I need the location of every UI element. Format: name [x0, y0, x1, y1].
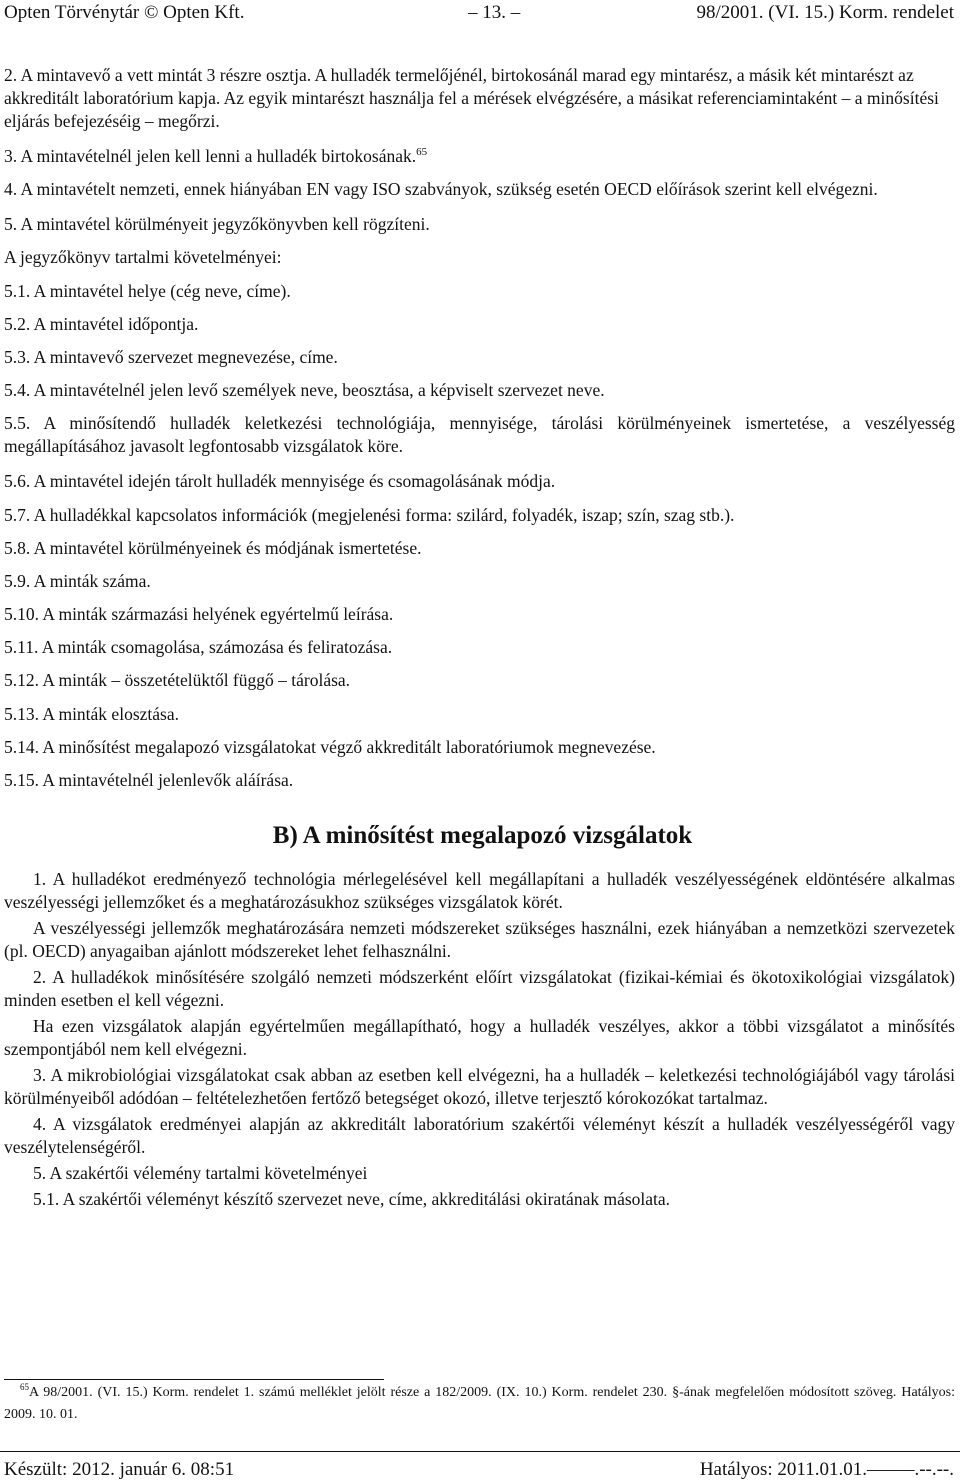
list-item: 5.8. A mintavétel körülményeinek és módjának ismertetése. — [4, 537, 422, 558]
footer-effective-date: Hatályos: 2011.01.01.–––––.--.--. — [699, 1459, 954, 1480]
page-header — [4, 0, 954, 26]
list-item: 5.7. A hulladékkal kapcsolatos információk (megjelenési forma: szilárd, folyadék, iszap; szín, szag stb.). — [4, 504, 735, 525]
paragraph: A veszélyességi jellemzők meghatározására nemzeti módszereket szükséges használni, ezek hiányában a nemzetközi szervezetek (pl. OECD) anyagaiban ajánlott módszereket lehet felhasználni. — [4, 918, 955, 961]
list-item: 5.9. A minták száma. — [4, 570, 151, 591]
footnote-divider — [4, 1379, 384, 1380]
list-item: 5.14. A minősítést megalapozó vizsgálatokat végző akkreditált laboratóriumok megnevezése. — [4, 736, 656, 757]
sampling-section — [4, 64, 955, 792]
header-regulation-id: 98/2001. (VI. 15.) Korm. rendelet — [696, 2, 954, 23]
list-item: 5.10. A minták származási helyének egyértelmű leírása. — [4, 604, 394, 625]
footer-divider — [0, 1451, 960, 1452]
paragraph: 2. A mintavevő a vett mintát 3 részre osztja. A hulladék termelőjénél, birtokosánál marad egy mintarész, a másik két mintarészt az akkreditált laboratórium kapja. Az egyik mintarészt használja fel a mérések elvégzésére, a másikat referenciamintaként – a minősítési eljárás befejezéséig – megőrzi. — [4, 65, 939, 131]
list-item: 5.15. A mintavételnél jelenlevők aláírása. — [4, 770, 294, 790]
list-item: 5.6. A mintavétel idején tárolt hulladék mennyisége és csomagolásának módja. — [4, 471, 556, 492]
paragraph: A jegyzőkönyv tartalmi követelményei: — [4, 247, 282, 268]
footnote-text: A 98/2001. (VI. 15.) Korm. rendelet 1. számú melléklet jelölt része a 182/2009. (IX. 10.) Korm. rendelet 230. §-ának megfelelően módosított szöveg. Hatályos: 2009. 10. 01. — [4, 1385, 955, 1422]
list-item: 5.13. A minták elosztása. — [4, 703, 179, 724]
paragraph: 5.1. A szakértői véleményt készítő szervezet neve, címe, akkreditálási okiratának másolata. — [33, 1189, 671, 1209]
footnote-ref[interactable]: 65 — [416, 146, 428, 158]
paragraph: 4. A vizsgálatok eredményei alapján az akkreditált laboratórium szakértői véleményt készít a hulladék veszélyességéről vagy veszélytelenségéről. — [4, 1114, 955, 1157]
section-heading: B) A minősítést megalapozó vizsgálatok — [272, 822, 693, 849]
document-body — [4, 64, 955, 1214]
paragraph: 3. A mikrobiológiai vizsgálatokat csak abban az esetben kell elvégezni, ha a hulladék – keletkezési technológiájából vagy tárolási körülményeiből adódóan – feltételezhetően fertőző betegséget okozó, illetve terjesztő kórokozókat tartalmaz. — [4, 1065, 955, 1108]
list-item: 5.4. A mintavételnél jelen levő személyek neve, beosztása, a képviselt szervezet neve. — [4, 380, 605, 401]
paragraph: 5. A mintavétel körülményeit jegyzőkönyvben kell rögzíteni. — [4, 214, 430, 235]
testing-section — [4, 868, 955, 1211]
header-page-number: – 13. – — [468, 2, 521, 23]
paragraph: 3. A mintavételnél jelen kell lenni a hulladék birtokosának.$^{65}$ — [4, 146, 428, 166]
paragraph: 2. A hulladékok minősítésére szolgáló nemzeti módszerként előírt vizsgálatokat (fizikai-kémiai és ökotoxikológiai vizsgálatok) minden esetben el kell végezni. — [4, 967, 955, 1010]
list-item: 5.5. A minősítendő hulladék keletkezési technológiája, mennyisége, tárolási körülményeinek ismertetése, a veszélyesség megállapításához javasolt legfontosabb vizsgálatok köre. — [4, 413, 955, 457]
list-item: 5.11. A minták csomagolása, számozása és feliratozása. — [4, 637, 393, 658]
list-item: 5.3. A mintavevő szervezet megnevezése, címe. — [4, 346, 338, 367]
list-item: 5.1. A mintavétel helye (cég neve, címe). — [4, 280, 291, 301]
header-publisher: Opten Törvénytár © Opten Kft. — [4, 2, 245, 23]
paragraph: 5. A szakértői vélemény tartalmi követelményei — [33, 1163, 368, 1183]
footnote-number: 65 — [20, 1382, 29, 1392]
footnote — [4, 1382, 955, 1426]
footer-created-date: Készült: 2012. január 6. 08:51 — [4, 1459, 235, 1480]
paragraph: 1. A hulladékot eredményező technológia mérlegelésével kell megállapítani a hulladék veszélyességének eldöntésére alkalmas veszélyességi jellemzőket és a meghatározásukhoz szükséges vizsgálatok körét. — [4, 869, 955, 912]
page-footer — [4, 1457, 954, 1483]
paragraph: 4. A mintavételt nemzeti, ennek hiányában EN vagy ISO szabványok, szükség esetén OECD előírások szerint kell elvégezni. — [4, 179, 878, 200]
list-item: 5.2. A mintavétel időpontja. — [4, 313, 199, 334]
paragraph: Ha ezen vizsgálatok alapján egyértelműen megállapítható, hogy a hulladék veszélyes, akkor a többi vizsgálatot a minősítés szempontjából nem kell elvégezni. — [4, 1016, 955, 1059]
list-item: 5.12. A minták – összetételüktől függő – tárolása. — [4, 670, 351, 691]
